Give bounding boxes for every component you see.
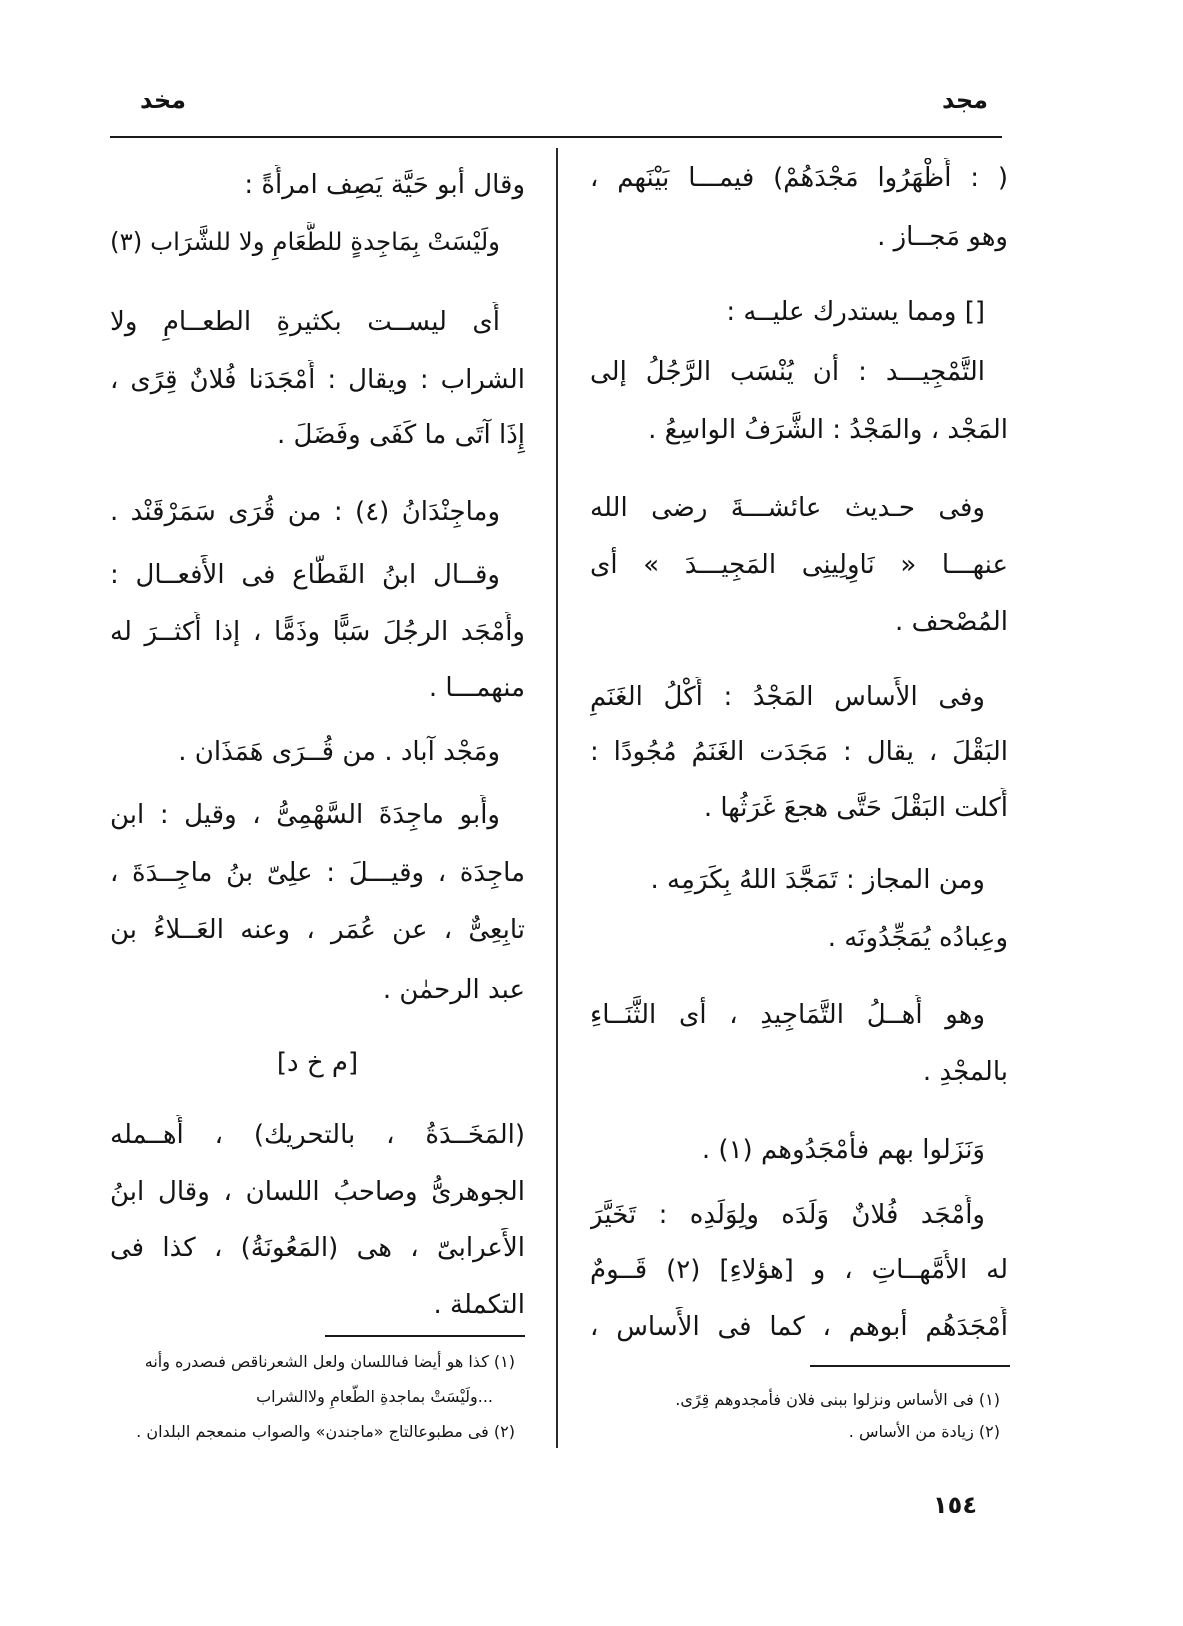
text-line: ومَجْد آباد . من قُــرَى هَمَذَان . (178, 737, 500, 767)
text-line: تابِعِىٌّ ، عن عُمَر ، وعنه العَــلاءُ بن (110, 915, 525, 945)
text-line: وعِبادُه يُمَجِّدُونَه . (827, 923, 1008, 953)
text-line: أَمْجَدَهُم أبوهم ، كما فى الأَساس ، (590, 1312, 1008, 1342)
text-line: الشراب : ويقال : أَمْجَدَنا فُلانٌ قِرًى ، (110, 365, 525, 395)
text-line: ومن المجاز : تَمَجَّدَ اللهُ بِكَرَمِه . (650, 865, 985, 895)
text-line: عنهـــا « نَاوِلِينِى المَجِيـــدَ » أى (590, 550, 1008, 580)
text-line: وقال أبو حَيَّة يَصِف امرأَةً : (244, 170, 525, 200)
text-line: الجوهرىُّ وصاحبُ اللسان ، وقال ابنُ (110, 1177, 525, 1207)
text-line: ماجِدَة ، وقيـــلَ : علِىّ بنُ ماجِــدَةَ ، (110, 858, 525, 888)
text-line: [] ومما يستدرك عليــه : (726, 297, 985, 327)
text-line: الأَعرابىّ ، هى (المَعُونَةُ) ، كذا فى (110, 1233, 525, 1263)
text-line: البَقْلَ ، يقال : مَجَدَت الغَنَمُ مُجُودًا : (590, 737, 1008, 767)
text-line: منهمـــا . (428, 673, 525, 703)
text-line: إِذَا آتَى ما كَفَى وفَضَلَ . (276, 420, 525, 450)
text-line: أَكلت البَقْلَ حَتَّى هجعَ غَرَثُها . (703, 793, 1008, 823)
text-line: التَّمْجِيـــد : أن يُنْسَب الرَّجُلُ إلى (590, 357, 985, 387)
footnote: ...ولَيْسَتْ بماجدةِ الطّعامِ ولاالشراب (256, 1387, 493, 1406)
text-line: وفى الأَساس المَجْدُ : أَكْلُ الغَنَمِ (590, 682, 985, 712)
text-line: بالمجْدِ . (922, 1057, 1008, 1087)
text-line: المَجْد ، والمَجْدُ : الشَّرَفُ الواسِعُ . (648, 415, 1008, 445)
text-line: وأَبو ماجِدَةَ السَّهْمِىُّ ، وقيل : ابن (110, 800, 500, 830)
header-rule (110, 136, 1002, 138)
page-number: ١٥٤ (933, 1491, 977, 1519)
text-line: وقــال ابنُ القَطَّاع فى الأَفعــال : (110, 560, 500, 590)
text-line: وَنَزَلوا بهم فأَمْجَدُوهم (١) . (701, 1135, 985, 1165)
text-line: له الأُمَّهــاتِ ، و [هؤلاءِ] (٢) قَــومٌ (590, 1255, 1008, 1285)
running-header-right: مجد (941, 86, 988, 114)
text-line: (المَخَــدَةُ ، بالتحريك) ، أَهــمله (110, 1120, 525, 1150)
running-header-left: مخد (140, 86, 187, 114)
footnote: (٢) زيادة من الأساس . (848, 1422, 1000, 1441)
text-line: وهو أَهــلُ التَّمَاجِيدِ ، أى الثَّنَــاءِ (590, 1000, 985, 1030)
text-line: المُصْحف . (895, 607, 1008, 637)
footnote: (٢) فى مطبوعالتاج «ماجندن» والصواب منمعجم البلدان . (136, 1422, 515, 1441)
footnote: (١) فى الأساس ونزلوا ببنى فلان فأمجدوهم قِرًى. (675, 1390, 1000, 1409)
text-line: وأَمْجَد الرجُلَ سَبًّا وذَمًّا ، إذا أَكثــرَ له (110, 617, 525, 647)
footnote: (١) كذا هو أيضا فىاللسان ولعل الشعرناقص فىصدره وأنه (144, 1352, 515, 1371)
entry-heading: [م خ د] (276, 1048, 359, 1078)
verse-line: ولَيْسَتْ بِمَاجِدةٍ للطَّعَامِ ولا للشَّرَاب (٣) (110, 227, 500, 256)
column-divider (556, 148, 558, 1448)
text-line: ( : أَظْهَرُوا مَجْدَهُمْ) فيمـــا بَيْنَهم ، (590, 163, 1008, 193)
text-line: أَى ليســت بكثيرةِ الطعــامِ ولا (110, 307, 500, 337)
text-line: عبد الرحمٰن . (382, 975, 525, 1005)
text-line: وفى حـديث عائشـــةَ رضى الله (590, 493, 985, 523)
footnote-rule (810, 1365, 1010, 1367)
text-line: وهو مَجــاز . (877, 222, 1008, 252)
text-line: وأَمْجَد فُلانٌ وَلَدَه ولِوَلَدِه : تَخَيَّرَ (590, 1200, 985, 1230)
text-line: وماجِنْدَانُ (٤) : من قُرَى سَمَرْقَنْد . (110, 497, 500, 527)
footnote-rule (325, 1335, 525, 1337)
text-line: التكملة . (433, 1290, 525, 1320)
